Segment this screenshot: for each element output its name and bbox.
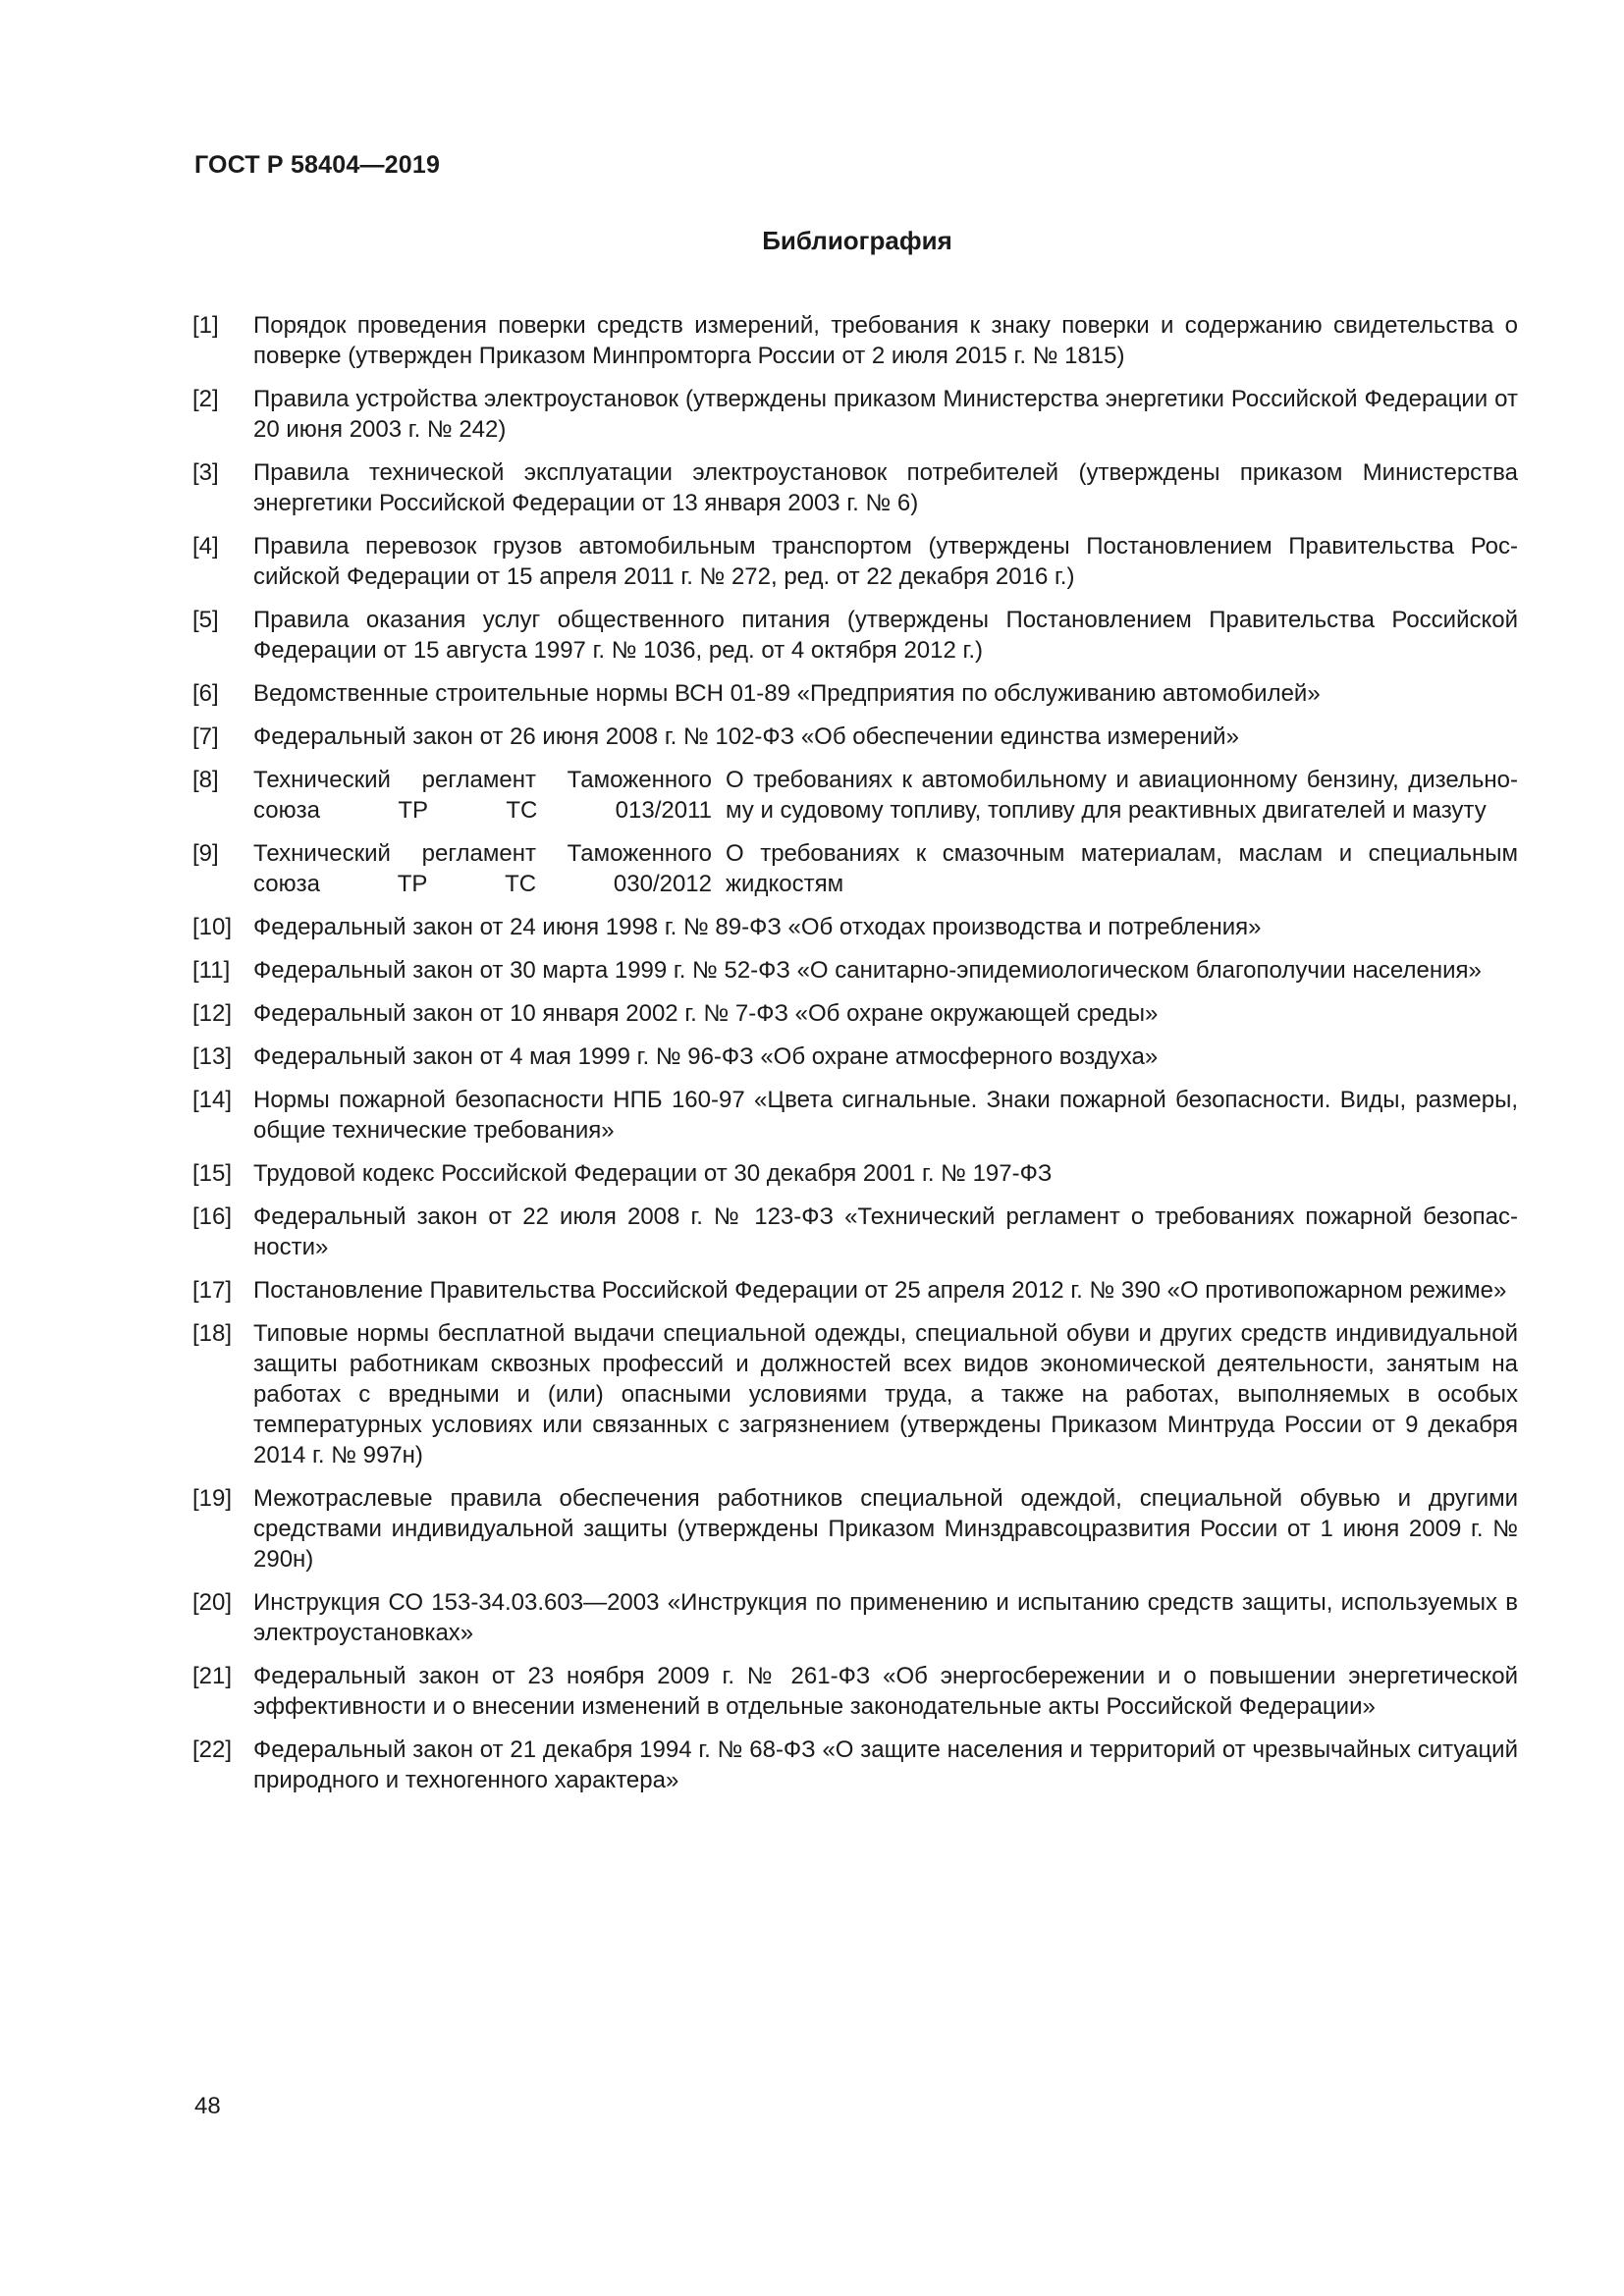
- bibliography-entry-6: [192, 678, 1518, 709]
- bibliography-entry-16: [192, 1201, 1518, 1262]
- entry-number: [4]: [192, 533, 219, 560]
- entry-number: [8]: [192, 767, 219, 793]
- bibliography-list: [192, 310, 1518, 1808]
- bibliography-entry-21: [192, 1661, 1518, 1722]
- bibliography-entry-22: [192, 1735, 1518, 1795]
- bibliography-entry-19: [192, 1483, 1518, 1575]
- entry-number: [12]: [192, 1000, 233, 1027]
- entry-text: Федеральный закон от 10 января 2002 г. № 7-ФЗ «Об охране окружающей среды»: [253, 1000, 1159, 1027]
- entry-number: [22]: [192, 1736, 233, 1763]
- entry-number: [10]: [192, 914, 233, 940]
- bibliography-entry-7: [192, 721, 1518, 752]
- entry-text: Федеральный закон от 24 июня 1998 г. № 89-ФЗ «Об отходах производства и потребления»: [253, 914, 1262, 940]
- entry-text: Правила технической эксплуатации электроустановок потребителей (утверждены приказом Министерства энергетики Российской Федерации от 13 января 2003 г. № 6): [253, 459, 1518, 516]
- document-code: ГОСТ Р 58404—2019: [194, 151, 441, 179]
- entry-text: Правила устройства электроустановок (утверждены приказом Министерства энергетики Российской Федерации от 20 июня 2003 г. № 242): [253, 386, 1518, 443]
- entry-text: Типовые нормы бесплатной выдачи специальной одежды, специальной обуви и других средств индивидуальной защиты работникам сквозных профессий и должностей всех видов экономической деятельности, занятым на работах с вредными и (или) опасными условиями труда, а также на работах, выполняемых в особых температурных условиях или связанных с загрязнением (утверждены Приказом Минтруда России от 9 декабря 2014 г. № 997н): [253, 1320, 1518, 1468]
- entry-number: [17]: [192, 1277, 233, 1304]
- bibliography-entry-4: [192, 531, 1518, 592]
- entry-number: [2]: [192, 386, 219, 412]
- entry-subject: О требованиях к автомобильному и авиационному бензину, дизельному и судовому топливу, топливу для реактивных двигателей и мазуту: [726, 767, 1518, 824]
- entry-text: Федеральный закон от 30 марта 1999 г. № 52-ФЗ «О санитарно-эпидемиологическом благополучии населения»: [253, 957, 1482, 984]
- bibliography-entry-18: [192, 1318, 1518, 1470]
- entry-text: Порядок проведения поверки средств измерений, требования к знаку поверки и содержанию свидетельства о поверке (утвержден Приказом Минпромторга России от 2 июля 2015 г. № 1815): [253, 312, 1518, 369]
- entry-number: [18]: [192, 1320, 233, 1347]
- bibliography-entry-1: [192, 310, 1518, 371]
- entry-number: [16]: [192, 1203, 233, 1230]
- entry-number: [5]: [192, 607, 219, 633]
- bibliography-entry-20: [192, 1587, 1518, 1648]
- entry-text: Трудовой кодекс Российской Федерации от 30 декабря 2001 г. № 197-ФЗ: [253, 1160, 1053, 1187]
- entry-subject: О требованиях к смазочным материалам, маслам и специальным жидкостям: [726, 840, 1518, 897]
- entry-text: Нормы пожарной безопасности НПБ 160-97 «Цвета сигнальные. Знаки пожарной безопасности. Виды, размеры, общие технические требования»: [253, 1087, 1518, 1144]
- bibliography-entry-3: [192, 457, 1518, 518]
- entry-text: Федеральный закон от 22 июля 2008 г. № 123-ФЗ «Технический регламент о требованиях пожарной безопасности»: [253, 1203, 1518, 1260]
- bibliography-entry-15: [192, 1158, 1518, 1189]
- entry-text: Ведомственные строительные нормы ВСН 01-89 «Предприятия по обслуживанию автомобилей»: [253, 680, 1321, 707]
- bibliography-entry-12: [192, 998, 1518, 1029]
- entry-number: [21]: [192, 1663, 233, 1689]
- entry-text: Постановление Правительства Российской Федерации от 25 апреля 2012 г. № 390 «О противопожарном режиме»: [253, 1277, 1507, 1304]
- entry-split: [253, 838, 1518, 899]
- entry-number: [3]: [192, 459, 219, 486]
- entry-number: [6]: [192, 680, 219, 707]
- entry-text: Федеральный закон от 26 июня 2008 г. № 102-ФЗ «Об обеспечении единства измерений»: [253, 723, 1239, 750]
- bibliography-entry-11: [192, 955, 1518, 986]
- bibliography-entry-13: [192, 1041, 1518, 1072]
- entry-text: Правила оказания услуг общественного питания (утверждены Постановлением Правительства Российской Федерации от 15 августа 1997 г. № 1036, ред. от 4 октября 2012 г.): [253, 607, 1518, 664]
- entry-text: Правила перевозок грузов автомобильным транспортом (утверждены Постановлением Правительства Российской Федерации от 15 апреля 2011 г. № 272, ред. от 22 декабря 2016 г.): [253, 533, 1518, 590]
- entry-split: [253, 765, 1518, 826]
- entry-number: [14]: [192, 1087, 233, 1113]
- entry-text: Федеральный закон от 23 ноября 2009 г. № 261-ФЗ «Об энергосбережении и о повышении энергетической эффективности и о внесении изменений в отдельные законодательные акты Российской Федерации»: [253, 1663, 1518, 1720]
- bibliography-entry-14: [192, 1085, 1518, 1146]
- entry-text: Федеральный закон от 4 мая 1999 г. № 96-ФЗ «Об охране атмосферного воздуха»: [253, 1043, 1159, 1070]
- entry-regulation: Технический регламент Таможенного союза ТР ТС 013/2011: [253, 767, 712, 824]
- entry-number: [7]: [192, 723, 219, 750]
- entry-number: [1]: [192, 312, 219, 339]
- bibliography-entry-2: [192, 384, 1518, 445]
- entry-number: [20]: [192, 1589, 233, 1616]
- entry-text: Федеральный закон от 21 декабря 1994 г. № 68-ФЗ «О защите населения и территорий от чрезвычайных ситуаций природного и техногенного характера»: [253, 1736, 1518, 1793]
- bibliography-entry-10: [192, 912, 1518, 942]
- entry-number: [13]: [192, 1043, 233, 1070]
- section-title: Библиография: [762, 226, 952, 255]
- entry-text: Инструкция СО 153-34.03.603—2003 «Инструкция по применению и испытанию средств защиты, используемых в электроустановках»: [253, 1589, 1518, 1646]
- bibliography-entry-8: [192, 765, 1518, 826]
- entry-number: [15]: [192, 1160, 233, 1187]
- entry-number: [9]: [192, 840, 219, 867]
- entry-text: Межотраслевые правила обеспечения работников специальной одеждой, специальной обувью и другими средствами индивидуальной защиты (утверждены Приказом Минздравсоцразвития России от 1 июня 2009 г. № 290н): [253, 1485, 1518, 1573]
- page-number: 48: [194, 2093, 221, 2119]
- entry-number: [11]: [192, 957, 231, 984]
- bibliography-entry-5: [192, 605, 1518, 666]
- bibliography-entry-17: [192, 1275, 1518, 1306]
- bibliography-entry-9: [192, 838, 1518, 899]
- entry-regulation: Технический регламент Таможенного союза ТР ТС 030/2012: [253, 840, 712, 897]
- entry-number: [19]: [192, 1485, 233, 1512]
